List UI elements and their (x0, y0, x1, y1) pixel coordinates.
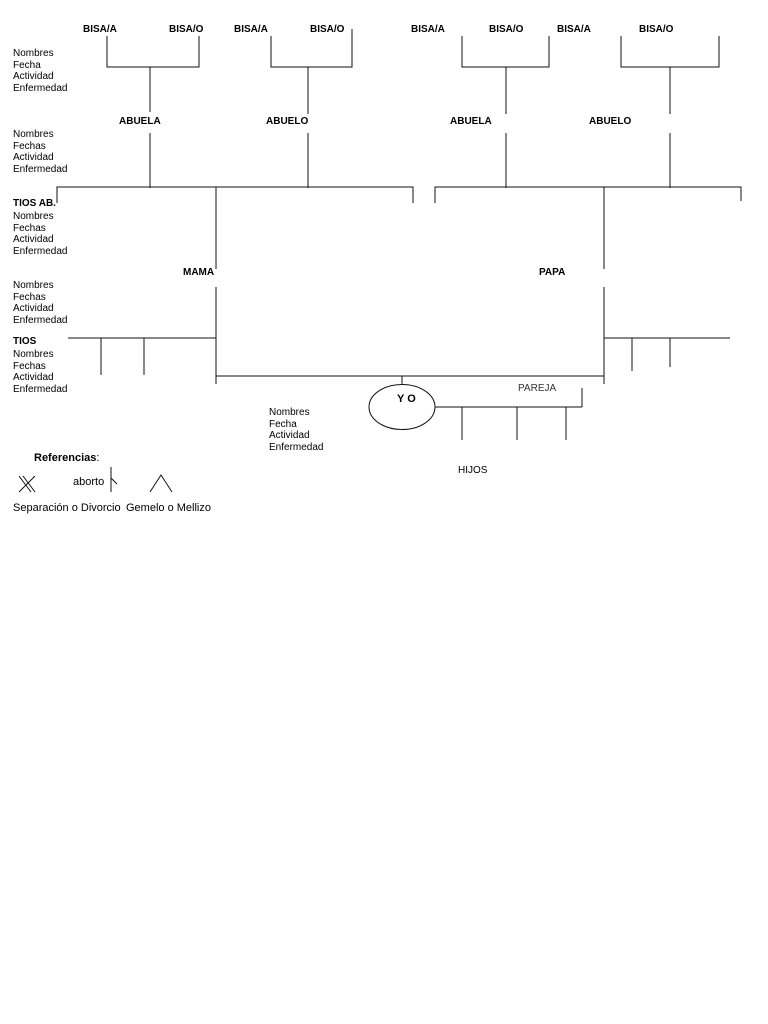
tios-title: TIOS (13, 336, 37, 347)
padres-info-labels: Nombres Fechas Actividad Enfermedad (13, 280, 68, 326)
separacion-label: Separación o Divorcio (13, 502, 121, 514)
bisabuelo-label-3: BISA/O (489, 24, 524, 35)
bisabuela-label-2: BISA/A (234, 24, 268, 35)
tios-ab-line-right (435, 187, 741, 203)
abuelo-label-2: ABUELO (589, 116, 632, 127)
bisabuelo-label-2: BISA/O (310, 24, 345, 35)
pareja-label: PAREJA (518, 383, 557, 394)
tios-ab-title: TIOS AB. (13, 198, 56, 209)
tios-info-labels: Nombres Fechas Actividad Enfermedad (13, 349, 68, 395)
aborto-symbol (111, 467, 117, 492)
bisabuela-label-4: BISA/A (557, 24, 591, 35)
abuelo-label-1: ABUELO (266, 116, 309, 127)
bisabuelo-label-4: BISA/O (639, 24, 674, 35)
abuela-label-1: ABUELA (119, 116, 161, 127)
separacion-symbol (19, 476, 35, 492)
bisabuela-label-1: BISA/A (83, 24, 117, 35)
bisabuela-label-3: BISA/A (411, 24, 445, 35)
hijos-label: HIJOS (458, 465, 488, 476)
yo-info-labels: Nombres Fecha Actividad Enfermedad (269, 407, 324, 453)
abuelos-info-labels: Nombres Fechas Actividad Enfermedad (13, 129, 68, 175)
papa-label: PAPA (539, 267, 566, 278)
bisa-info-labels: Nombres Fecha Actividad Enfermedad (13, 48, 68, 94)
abuela-label-2: ABUELA (450, 116, 492, 127)
gemelo-symbol (150, 475, 172, 492)
yo-label: Y O (397, 393, 416, 405)
bisa-couple-line-1 (107, 36, 199, 67)
gemelo-label: Gemelo o Mellizo (126, 502, 211, 514)
yo-ellipse (369, 385, 435, 430)
mama-label: MAMA (183, 267, 215, 278)
bisa-couple-line-4 (621, 36, 719, 67)
tios-ab-line-left (57, 187, 413, 203)
tios-ab-info-labels: Nombres Fechas Actividad Enfermedad (13, 211, 68, 257)
referencias-title: Referencias: (34, 452, 100, 464)
bisabuelo-label-1: BISA/O (169, 24, 204, 35)
aborto-label: aborto (73, 476, 105, 488)
bisa-couple-line-3 (462, 36, 549, 67)
